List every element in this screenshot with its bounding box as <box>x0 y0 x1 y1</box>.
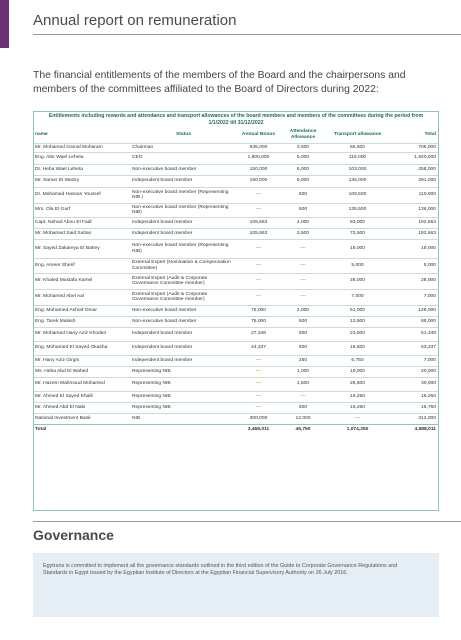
cell-transport: 28,000 <box>325 273 390 289</box>
table-row <box>34 305 438 316</box>
cell-status: Representing NIB <box>131 391 236 402</box>
cell-name: Eng. Mohamed El Sayed Okasha <box>34 341 131 355</box>
cell-transport: 13,500 <box>325 316 390 327</box>
cell-name: Eng. Ameer Sherif <box>34 258 131 273</box>
cell-status: Non-executive board member (Representing NIB ) <box>131 187 236 203</box>
cell-annual-bonus: — <box>236 377 281 391</box>
cell-total: 192,663 <box>390 217 438 228</box>
cell-status: External Expert (Nomination & Compensation Committee) <box>131 258 236 273</box>
cell-attendance: 5,000 <box>281 152 325 164</box>
cell-status: Independent board member <box>131 217 236 228</box>
cell-status: External Expert (Audit & Corporate Governance Committee member) <box>131 289 236 305</box>
cell-status: Non-executive board member (Representing NIB) <box>131 239 236 258</box>
cell-total: 136,000 <box>390 203 438 217</box>
table-row <box>34 341 438 355</box>
table-row <box>34 273 438 289</box>
cell-name: Eng. Mohamed Ashraf Omar <box>34 305 131 316</box>
cell-attendance: — <box>281 289 325 305</box>
table-row <box>34 164 438 175</box>
cell-transport: 136,000 <box>325 175 390 187</box>
cell-annual-bonus: 635,000 <box>236 143 281 152</box>
cell-status: Independent board member <box>131 341 236 355</box>
cell-name: National Investment Bank <box>34 413 131 424</box>
cell-annual-bonus: 75,000 <box>236 305 281 316</box>
table-row <box>34 355 438 366</box>
cell-transport: 1,074,250 <box>325 424 390 435</box>
cell-attendance: — <box>281 273 325 289</box>
cell-total: 291,000 <box>390 175 438 187</box>
cell-name: Mr. Ahmed Abd El Nabi <box>34 402 131 413</box>
cell-name: Mr. Hazem Mahmoud Mohamed <box>34 377 131 391</box>
cell-annual-bonus: — <box>236 239 281 258</box>
cell-total: 182,663 <box>390 228 438 239</box>
cell-total: 30,000 <box>390 377 438 391</box>
cell-transport: 5,000 <box>325 258 390 273</box>
cell-status: Independent board member <box>131 355 236 366</box>
table-row <box>34 175 438 187</box>
cell-transport: 115,000 <box>325 152 390 164</box>
cell-transport: 16,250 <box>325 391 390 402</box>
cell-total: 110,000 <box>390 187 438 203</box>
cell-attendance: 4,000 <box>281 217 325 228</box>
cell-transport: 109,500 <box>325 187 390 203</box>
cell-status <box>131 424 236 435</box>
cell-transport: 135,500 <box>325 203 390 217</box>
col-header-status: Status <box>176 132 191 137</box>
cell-total: 51,348 <box>390 327 438 341</box>
cell-status: Independent board member <box>131 228 236 239</box>
cell-annual-bonus: — <box>236 366 281 377</box>
cell-annual-bonus: — <box>236 289 281 305</box>
table-row <box>34 143 438 152</box>
cell-name: Mr. Hany Aziz Girgis <box>34 355 131 366</box>
cell-name: Eng. Abir Wael Leheta <box>34 152 131 164</box>
cell-name: Mr. Sayed Zakareya El Bahey <box>34 239 131 258</box>
cell-attendance: 250 <box>281 355 325 366</box>
governance-text: Egytrans is committed to implement all the governance standards outlined in the third edition of the Guide to Corporate Governance Regulations and Standards in Egypt issued by the Egyptian Institute of Directors at the Egyptian Financial Supervisory Authority on 26 July 2016. <box>43 563 398 577</box>
cell-total: 16,750 <box>390 402 438 413</box>
cell-transport: 51,000 <box>325 305 390 316</box>
cell-status: Non-executive board member <box>131 316 236 327</box>
cell-transport: 19,000 <box>325 239 390 258</box>
cell-status: Chairman <box>131 143 236 152</box>
cell-transport: 83,000 <box>325 217 390 228</box>
cell-status: External Expert (Audit & Corporate Governance Committee member) <box>131 273 236 289</box>
table-row <box>34 152 438 164</box>
cell-total: 128,000 <box>390 305 438 316</box>
governance-divider <box>33 521 461 522</box>
cell-total: 7,000 <box>390 289 438 305</box>
table-header-row <box>34 127 438 143</box>
cell-total: 19,000 <box>390 239 438 258</box>
cell-attendance: 500 <box>281 341 325 355</box>
table-row <box>34 258 438 273</box>
cell-attendance: 3,500 <box>281 143 325 152</box>
cell-annual-bonus: — <box>236 402 281 413</box>
table-row <box>34 377 438 391</box>
col-header-attendance: Attendance Allowance <box>289 129 317 140</box>
cell-attendance: — <box>281 258 325 273</box>
cell-attendance: 3,500 <box>281 228 325 239</box>
page-title: Annual report on remuneration <box>33 12 237 29</box>
col-header-annual-bonus: Annual Bonus <box>241 132 276 137</box>
cell-transport: 7,000 <box>325 289 390 305</box>
cell-transport: — <box>325 413 390 424</box>
cell-status: Independent board member <box>131 327 236 341</box>
cell-name: Mr. Mohamed Abel Aal <box>34 289 131 305</box>
cell-annual-bonus: 105,663 <box>236 228 281 239</box>
cell-name: Mr. Samer El Waziry <box>34 175 131 187</box>
table-row <box>34 228 438 239</box>
table-row <box>34 217 438 228</box>
cell-total: 4,588,011 <box>390 424 438 435</box>
cell-name: Mr. Mohamed Gamal Moharam <box>34 143 131 152</box>
cell-status: NIB <box>131 413 236 424</box>
cell-attendance: 500 <box>281 316 325 327</box>
cell-name: Capt. Nehad Abou El Fadl <box>34 217 131 228</box>
cell-total: 312,000 <box>390 413 438 424</box>
cell-attendance: 45,750 <box>281 424 325 435</box>
cell-transport: 16,250 <box>325 402 390 413</box>
table-row <box>34 289 438 305</box>
cell-annual-bonus: 44,337 <box>236 341 281 355</box>
table-row <box>34 316 438 327</box>
cell-status: Representing NIB <box>131 377 236 391</box>
cell-total: 16,250 <box>390 391 438 402</box>
cell-annual-bonus: — <box>236 258 281 273</box>
cell-total: 1,920,000 <box>390 152 438 164</box>
cell-status: CEO <box>131 152 236 164</box>
cell-annual-bonus: 75,000 <box>236 316 281 327</box>
cell-annual-bonus: 300,000 <box>236 413 281 424</box>
cell-attendance: 500 <box>281 203 325 217</box>
table-row <box>34 187 438 203</box>
cell-status: Representing NIB <box>131 402 236 413</box>
cell-name: Eng. Tarek Malash <box>34 316 131 327</box>
cell-attendance: 500 <box>281 402 325 413</box>
section-marker <box>0 0 9 48</box>
cell-total: 63,337 <box>390 341 438 355</box>
cell-annual-bonus: 150,000 <box>236 175 281 187</box>
col-header-transport: Transport allowance <box>333 132 382 137</box>
cell-name: Mr. Mohamed Said Sultan <box>34 228 131 239</box>
cell-attendance: 5,000 <box>281 164 325 175</box>
cell-annual-bonus: — <box>236 203 281 217</box>
cell-total: 20,000 <box>390 366 438 377</box>
table-row <box>34 327 438 341</box>
cell-annual-bonus: 3,468,011 <box>236 424 281 435</box>
cell-attendance: 500 <box>281 187 325 203</box>
cell-transport: 103,000 <box>325 164 390 175</box>
cell-total: 89,000 <box>390 316 438 327</box>
cell-status: Non-executive board member (Representing NIB) <box>131 203 236 217</box>
governance-title: Governance <box>33 527 114 543</box>
cell-name: Dr. Mohamed Hassan Youssef <box>34 187 131 203</box>
cell-transport: 18,500 <box>325 341 390 355</box>
table-total-row <box>34 424 438 435</box>
cell-annual-bonus: 27,348 <box>236 327 281 341</box>
table-row <box>34 413 438 424</box>
cell-transport: 66,500 <box>325 143 390 152</box>
cell-annual-bonus: — <box>236 391 281 402</box>
cell-annual-bonus: 1,800,000 <box>236 152 281 164</box>
cell-status: Representing NIB <box>131 366 236 377</box>
cell-annual-bonus: 150,000 <box>236 164 281 175</box>
remuneration-table <box>34 127 438 435</box>
cell-name: Dr. Heba Wael Leheta <box>34 164 131 175</box>
cell-total: 5,000 <box>390 258 438 273</box>
table-row <box>34 402 438 413</box>
cell-annual-bonus: 105,663 <box>236 217 281 228</box>
cell-attendance: 2,000 <box>281 305 325 316</box>
cell-name: Mrs. Ola El Garf <box>34 203 131 217</box>
col-header-name: name <box>35 132 48 137</box>
cell-attendance: 500 <box>281 327 325 341</box>
cell-attendance: 1,500 <box>281 377 325 391</box>
cell-attendance: — <box>281 391 325 402</box>
cell-name: Ms. Heba Abd El Wahed <box>34 366 131 377</box>
cell-total: 7,000 <box>390 355 438 366</box>
cell-transport: 19,000 <box>325 366 390 377</box>
cell-annual-bonus: — <box>236 273 281 289</box>
cell-status: Non-executive board member <box>131 305 236 316</box>
title-divider <box>33 34 461 35</box>
cell-name: Total <box>34 424 131 435</box>
cell-total: 28,000 <box>390 273 438 289</box>
table-row <box>34 203 438 217</box>
cell-transport: 6,750 <box>325 355 390 366</box>
remuneration-table-container <box>33 111 439 511</box>
cell-attendance: 1,000 <box>281 366 325 377</box>
cell-name: Mr. Khaled Mustafa Kamel <box>34 273 131 289</box>
cell-attendance: 12,000 <box>281 413 325 424</box>
cell-status: Non-executive board member <box>131 164 236 175</box>
col-header-total: Total <box>424 132 436 137</box>
intro-paragraph: The financial entitlements of the members of the Board and the chairpersons and members of the committees affiliated to the Board of Directors during 2022: <box>33 70 406 95</box>
cell-name: Mr. Ahmed El Sayed Khalil <box>34 391 131 402</box>
cell-annual-bonus: — <box>236 355 281 366</box>
cell-total: 705,000 <box>390 143 438 152</box>
cell-transport: 23,500 <box>325 327 390 341</box>
table-row <box>34 366 438 377</box>
cell-annual-bonus: — <box>236 187 281 203</box>
cell-attendance: 5,000 <box>281 175 325 187</box>
table-caption: Entitlements including rewards and attendance and transport allowances of the board members and members of the committees during the period from 1/1/2022 till 31/12/2022 <box>48 113 424 126</box>
cell-name: Mr. Mohamed Hany Aziz Khodeir <box>34 327 131 341</box>
table-row <box>34 239 438 258</box>
cell-transport: 73,500 <box>325 228 390 239</box>
cell-transport: 28,500 <box>325 377 390 391</box>
cell-status: Independent board member <box>131 175 236 187</box>
cell-attendance: — <box>281 239 325 258</box>
cell-total: 258,000 <box>390 164 438 175</box>
table-row <box>34 391 438 402</box>
